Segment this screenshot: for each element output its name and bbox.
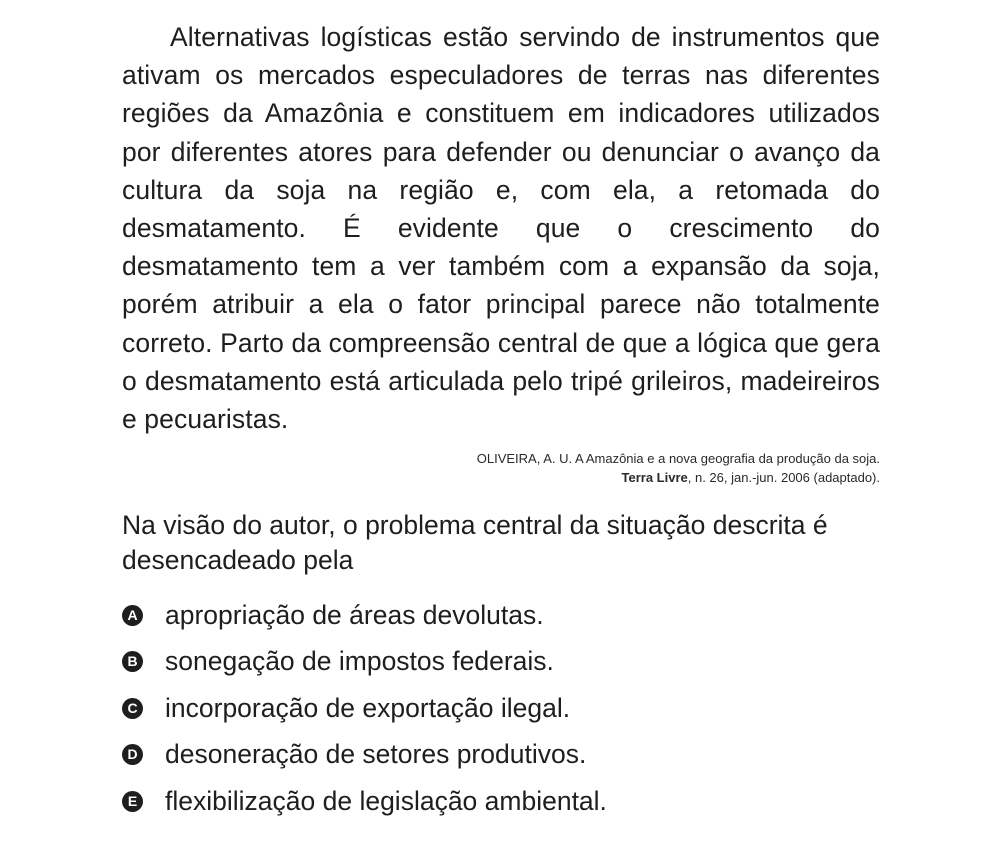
option-a-letter-icon: A [122, 605, 143, 626]
citation [477, 449, 880, 487]
citation-line-2 [477, 468, 880, 487]
question-stem: Na visão do autor, o problema central da situação descrita é desencadeado pela [122, 510, 828, 575]
option-e[interactable] [122, 778, 882, 825]
citation-journal: Terra Livre [621, 470, 688, 485]
option-b-text: sonegação de impostos federais. [165, 646, 554, 677]
option-e-letter-icon: E [122, 791, 143, 812]
option-c-letter-icon: C [122, 698, 143, 719]
citation-details: , n. 26, jan.-jun. 2006 (adaptado). [687, 470, 880, 485]
source-passage: Alternativas logísticas estão servindo de instrumentos que ativam os mercados especuladores de terras nas diferentes regiões da Amazônia e constituem em indicadores utilizados por diferentes atores para defender ou denunciar o avanço da cultura da soja na região e, com ela, a retomada do desmatamento. É evidente que o crescimento do desmatamento tem a ver também com a expansão da soja, porém atribuir a ela o fator principal parece não totalmente correto. Parto da compreensão central de que a lógica que gera o desmatamento está articulada pelo tripé grileiros, madeireiros e pecuaristas. [122, 22, 880, 435]
option-c-text: incorporação de exportação ilegal. [165, 692, 571, 723]
option-b[interactable] [122, 639, 882, 686]
option-d-text: desoneração de setores produtivos. [165, 739, 587, 770]
citation-line-1: OLIVEIRA, A. U. A Amazônia e a nova geografia da produção da soja. [476, 451, 880, 466]
option-e-text: flexibilização de legislação ambiental. [165, 785, 607, 816]
option-a[interactable] [122, 592, 882, 639]
option-c[interactable] [122, 685, 882, 732]
option-a-text: apropriação de áreas devolutas. [165, 599, 544, 630]
option-d[interactable] [122, 732, 882, 779]
option-d-letter-icon: D [122, 744, 143, 765]
answer-options [122, 592, 882, 825]
option-b-letter-icon: B [122, 651, 143, 672]
